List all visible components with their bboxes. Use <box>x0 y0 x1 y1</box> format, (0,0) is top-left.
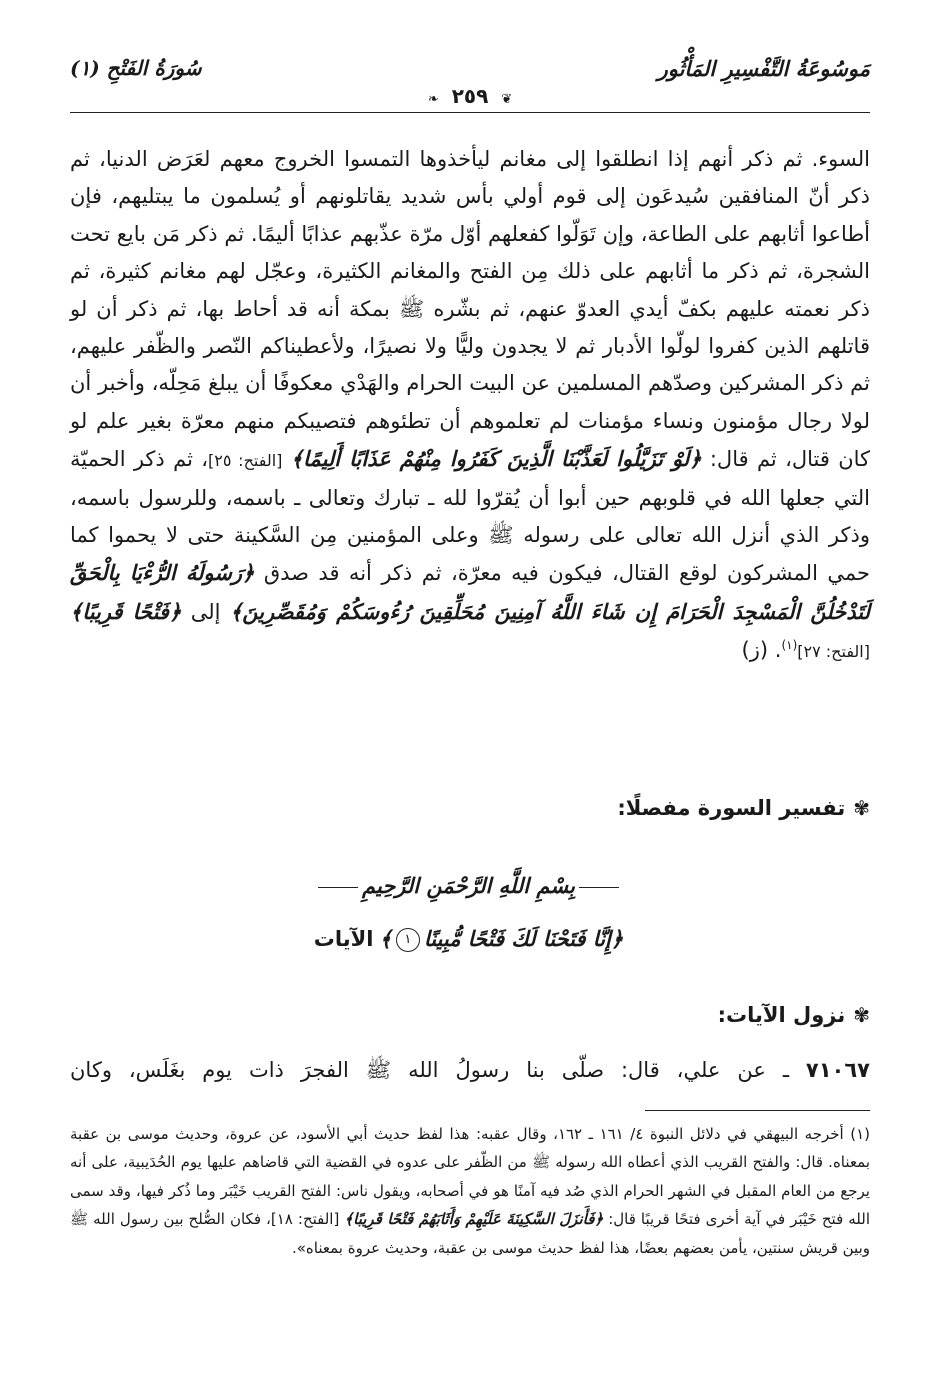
basmala-stroke-right <box>579 887 619 888</box>
page-header <box>70 56 870 108</box>
header-divider <box>70 112 870 113</box>
verses-label: الآيات <box>313 927 374 951</box>
footnote-paragraph <box>70 1120 870 1262</box>
quran-ref-1: [الفتح: ٢٥] <box>208 451 283 471</box>
ornament-right-icon: ❦ <box>501 92 513 107</box>
footnote-text-2: [الفتح: ١٨]، فكان الصُّلح بين رسول الله ﷺ وبين قريش سنتين، يأمن بعضهم بعضًا، هذا لفظ حديث موسى بن عقبة، وحديث عروة بمعناه». <box>70 1210 870 1257</box>
text-segment-3: إلى <box>181 599 230 624</box>
quran-quote-3: ﴿فَتْحًا قَرِيبًا﴾ <box>70 598 182 624</box>
footnote-marker[interactable]: (١) <box>781 638 798 653</box>
basmala-stroke-left <box>318 887 358 888</box>
quran-ref-2: [الفتح: ٢٧] <box>797 642 870 662</box>
page-number: ٢٥٩ <box>451 84 489 108</box>
footnote-divider <box>645 1110 870 1111</box>
ornament-left-icon: ❧ <box>427 92 439 107</box>
surah-title: سُورَةُ الفَتْحِ (١) <box>70 56 202 80</box>
footnote-quran-quote: ﴿فَأَنزَلَ السَّكِينَةَ عَلَيْهِمْ وَأَثَابَهُمْ فَتْحًا قَرِيبًا﴾ <box>344 1210 604 1229</box>
quran-quote-1: ﴿لَوْ تَزَيَّلُوا لَعَذَّبْنَا الَّذِينَ كَفَرُوا مِنْهُمْ عَذَابًا أَلِيمًا﴾ <box>290 446 702 472</box>
basmala-text: بِسْمِ اللَّهِ الرَّحْمَنِ الرَّحِيمِ <box>362 873 575 898</box>
flower-icon: ✾ <box>853 1003 870 1027</box>
footnote-text-1: (١) أخرجه البيهقي في دلائل النبوة ٤/ ١٦١ ـ ١٦٢، وقال عقبه: هذا لفظ حديث أبي الأسود، عن عروة، وحديث موسى بن عقبة بمعناه. قال: والفتح القريب الذي أعطاه الله رسوله ﷺ من الظّفر على عدوه في القضية التي قاضاهم عليها يوم الحُدَيبية، على أنه يرجع من العام المقبل في الشهر الحرام الذي صُد فيه آمنًا هو في أصحابه، ويقول ناس: الفتح القريب خَيْبَر وما ذُكر فيها، وقد سمى الله فتح خَيْبَر في آية أخرى فتحًا قريبًا قال: <box>70 1125 871 1229</box>
page-number-block <box>422 84 518 108</box>
main-paragraph <box>70 141 870 671</box>
book-title: مَوسُوعَةُ التَّفْسِيرِ المَأْثُور <box>657 56 870 81</box>
quran-quote-2: ﴿رَسُولَهُ الرُّءْيَا بِالْحَقِّ لَتَدْخُلُنَّ الْمَسْجِدَ الْحَرَامَ إِن شَاءَ اللَّهُ آمِنِينَ مُحَلِّقِينَ رُءُوسَكُمْ وَمُقَصِّرِينَ﴾ <box>70 560 870 624</box>
section-heading-nuzul <box>718 1003 870 1027</box>
hadith-number: ٧١٠٦٧ <box>805 1058 870 1082</box>
hadith-line <box>70 1052 870 1089</box>
verse-text: ﴿إِنَّا فَتَحْنَا لَكَ فَتْحًا مُّبِينًا <box>423 926 624 951</box>
flower-icon: ✾ <box>853 796 870 820</box>
basmala <box>0 873 937 898</box>
verse-close-bracket: ﴾ <box>379 926 392 951</box>
footnote <box>70 1120 870 1262</box>
source-tag: . (ز) <box>741 638 782 663</box>
section-title-nuzul: نزول الآيات: <box>717 1003 846 1027</box>
hadith-text: ـ عن علي، قال: صلّى بنا رسولُ الله ﷺ الفجرَ ذات يوم بغَلَس، وكان <box>70 1058 806 1082</box>
section-title-tafsir: تفسير السورة مفصلًا: <box>617 796 846 820</box>
main-text <box>70 141 870 671</box>
verse-number-badge: ١ <box>396 928 420 952</box>
text-segment-2: ، ثم ذكر الحميّة التي جعلها الله في قلوبهم حين أبوا أن يُقرّوا لله ـ تبارك وتعالى ـ باسمه، وللرسول باسمه، وذكر الذي أنزل الله تعالى على رسوله ﷺ وعلى المؤمنين مِن السَّكينة حتى لا يحموا كما حمي المشركون لوقع القتال، فيكون فيه معرّة، ثم ذكر أنه قد صدق <box>70 447 870 586</box>
text-segment-1: السوء. ثم ذكر أنهم إذا انطلقوا إلى مغانم ليأخذوها التمسوا الخروج معهم لعَرَض الدنيا، ثم ذكر أنّ المنافقين سُيدعَون إلى قوم أولي بأس شديد يقاتلونهم أو يُسلمون ما يبتليهم، فإن أطاعوا أثابهم على الطاعة، وإن تَوَلّوا كفعلهم أوّل مرّة عذّبهم عذابًا أليمًا. ثم ذكر مَن بايع تحت الشجرة، ثم ذكر ما أثابهم على ذلك مِن الفتح والمغانم الكثيرة، وعجّل لهم مغانم كثيرة، ثم ذكر نعمته عليهم بكفّ أيدي العدوّ عنهم، ثم بشّره ﷺ بمكة أنه قد أحاط بها، ثم ذكر أن لو قاتلهم الذين كفروا لولّوا الأدبار ثم لا يجدون وليًّا ولا نصيرًا، ولأعطيناكم النّصر والظّفر عليهم، ثم ذكر المشركين وصدّهم المسلمين عن البيت الحرام والهَدْي معكوفًا أن يبلغ مَحِلّه، وأخبر أن لولا رجال مؤمنون ونساء مؤمنات لم تعلموهم أن تطئوهم فتصيبكم منهم معرّة بغير علم لو كان قتال، ثم قال: <box>70 147 871 472</box>
section-heading-tafsir <box>617 796 870 820</box>
verse-heading <box>0 926 937 952</box>
